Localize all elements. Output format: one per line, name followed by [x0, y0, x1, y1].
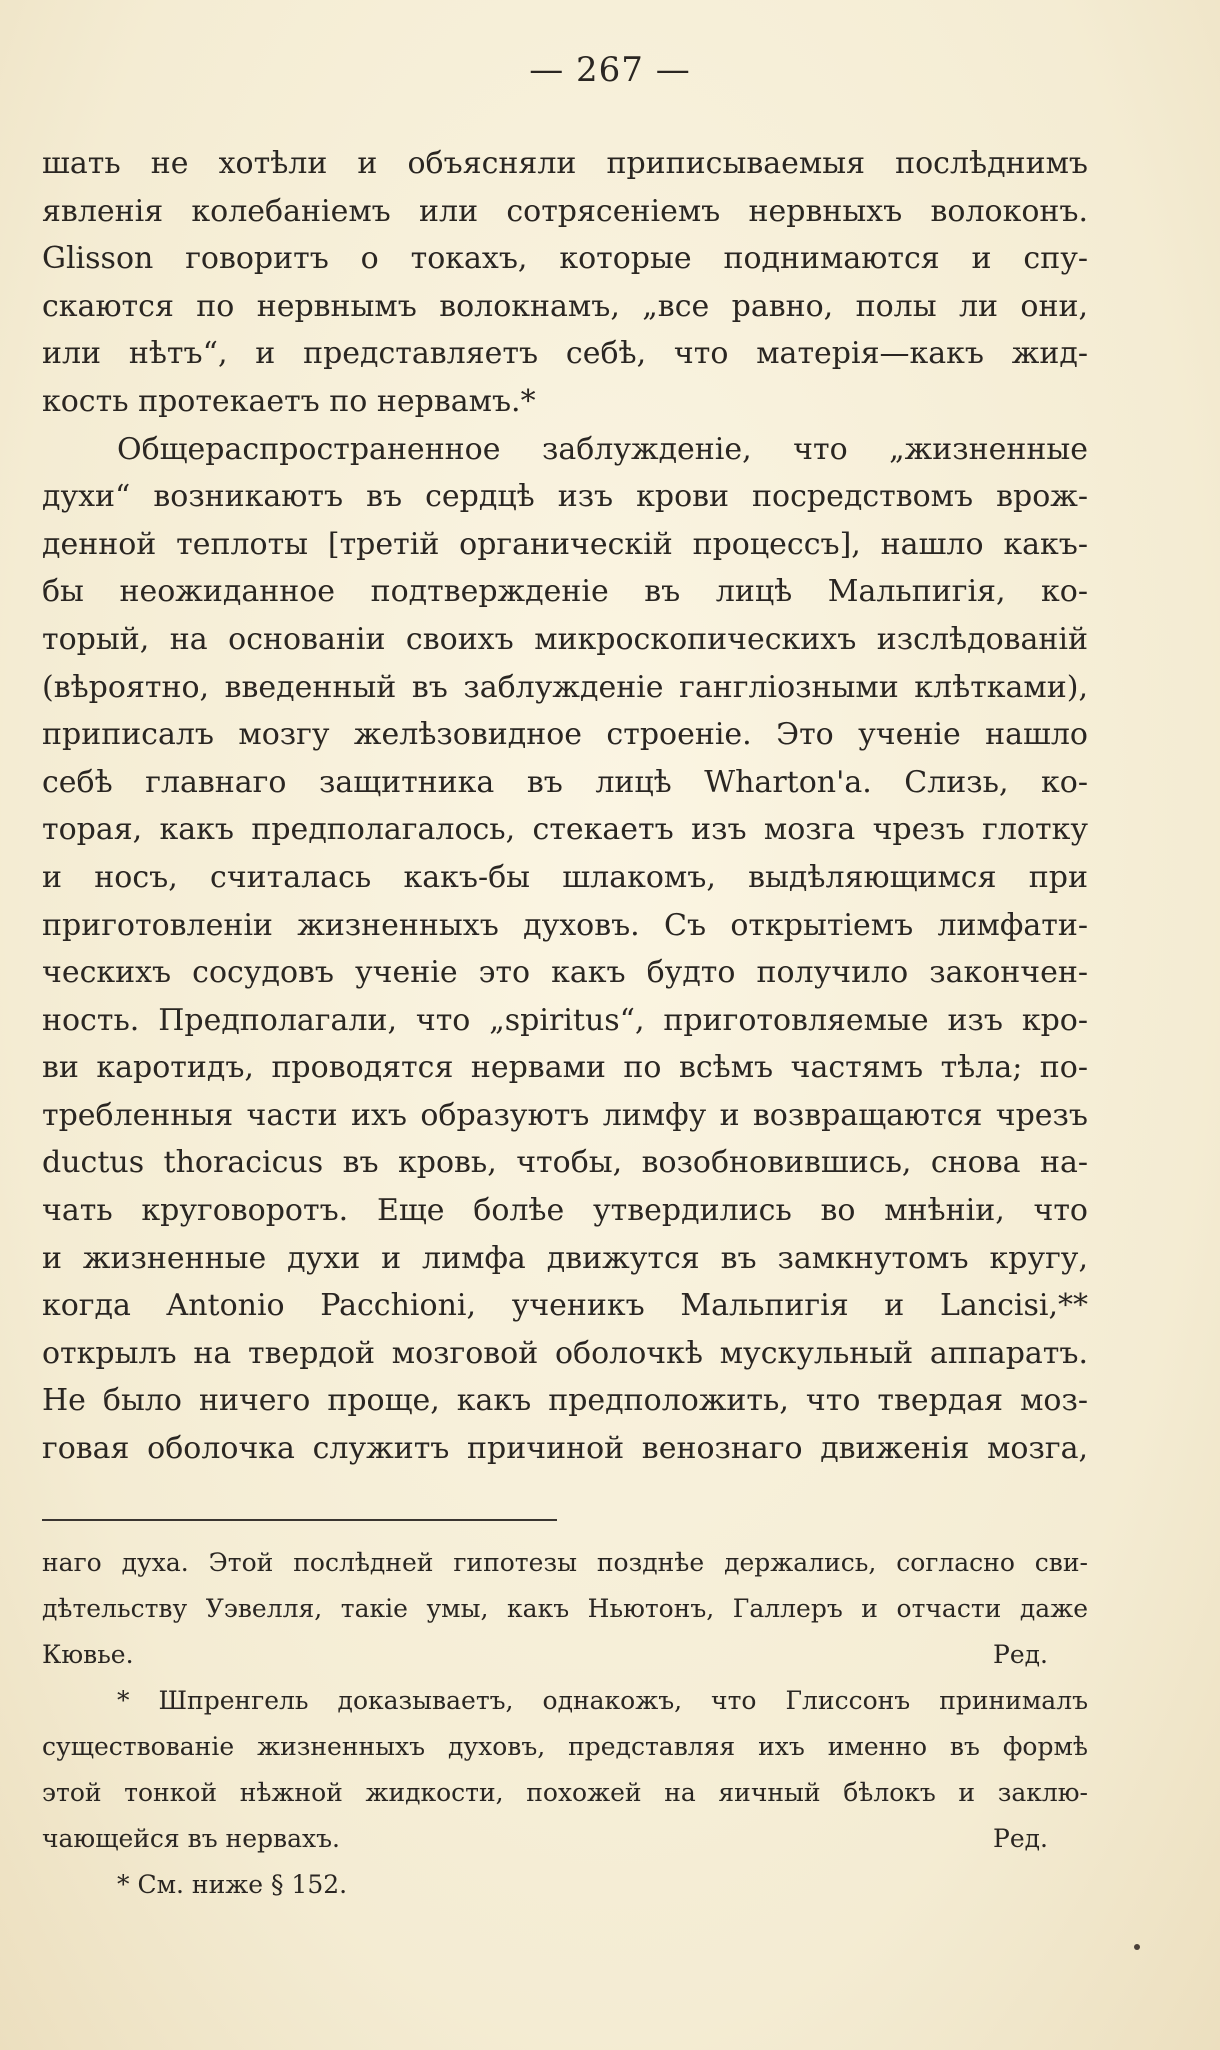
text-line: торая, какъ предполагалось, стекаетъ изъ мозга чрезъ глотку — [42, 812, 1088, 848]
footnote-text: Кювье. — [42, 1640, 134, 1669]
page-number: — 267 — — [529, 50, 691, 90]
footnote-line: * Шпренгель доказываетъ, однакожъ, что Глиссонъ принималъ — [117, 1686, 1088, 1715]
footnote-divider — [42, 1519, 557, 1521]
text-line: шать не хотѣли и объясняли приписываемыя послѣднимъ — [42, 146, 1088, 181]
footnote-line — [42, 1632, 1088, 1678]
text-line: скаются по нервнымъ волокнамъ, „все равно, полы ли они, — [42, 288, 1088, 324]
text-line: приписалъ мозгу желѣзовидное строеніе. Это ученіе нашло — [42, 717, 1088, 753]
text-line: ческихъ сосудовъ ученіе это какъ будто получило закончен- — [42, 955, 1088, 991]
footnote-line — [42, 1816, 1088, 1862]
text-line: требленныя части ихъ образуютъ лимфу и возвращаются чрезъ — [42, 1097, 1088, 1133]
text-line: бы неожиданное подтвержденіе въ лицѣ Мальпигія, ко- — [42, 574, 1088, 610]
text-line: открылъ на твердой мозговой оболочкѣ мускульный аппаратъ. — [42, 1335, 1088, 1371]
text-line: Не было ничего проще, какъ предположить, что твердая моз- — [42, 1383, 1088, 1419]
text-line: и жизненные духи и лимфа движутся въ замкнутомъ кругу, — [42, 1240, 1088, 1276]
text-line: и носъ, считалась какъ-бы шлакомъ, выдѣляющимся при — [42, 859, 1088, 895]
text-line: или нѣтъ“, и представляетъ себѣ, что матерія—какъ жид- — [42, 336, 1088, 372]
text-line: чать круговоротъ. Еще болѣе утвердились во мнѣніи, что — [42, 1193, 1088, 1229]
text-line: явленія колебаніемъ или сотрясеніемъ нервныхъ волоконъ. — [42, 193, 1088, 229]
text-line: ность. Предполагали, что „spiritus“, приготовляемые изъ кро- — [42, 1002, 1088, 1038]
footnote-line: этой тонкой нѣжной жидкости, похожей на яичный бѣлокъ и заклю- — [42, 1778, 1088, 1807]
main-text-block — [42, 140, 1088, 1473]
text-line: ви каротидъ, проводятся нервами по всѣмъ частямъ тѣла; по- — [42, 1050, 1088, 1086]
editor-mark: Ред. — [993, 1824, 1048, 1853]
text-line: говая оболочка служитъ причиной венознаго движенія мозга, — [42, 1431, 1088, 1467]
text-line: духи“ возникаютъ въ сердцѣ изъ крови посредствомъ врож- — [42, 479, 1088, 515]
text-line: кость протекаетъ по нервамъ.* — [42, 383, 536, 419]
text-line: денной теплоты [третій органическій процессъ], нашло какъ- — [42, 526, 1088, 562]
text-line: торый, на основаніи своихъ микроскопическихъ изслѣдованій — [42, 621, 1088, 657]
text-line: приготовленіи жизненныхъ духовъ. Съ открытіемъ лимфати- — [42, 907, 1088, 943]
footnote-line: * См. ниже § 152. — [117, 1870, 348, 1899]
text-line: когда Antonio Pacchioni, ученикъ Мальпигія и Lancisi,** — [42, 1288, 1088, 1324]
footnote-line: наго духа. Этой послѣдней гипотезы позднѣе держались, согласно сви- — [42, 1548, 1088, 1577]
text-line: ductus thoracicus въ кровь, чтобы, возобновившись, снова на- — [42, 1145, 1088, 1181]
text-line: Glisson говоритъ о токахъ, которые поднимаются и спу- — [42, 241, 1088, 277]
footnote-text: чающейся въ нервахъ. — [42, 1824, 340, 1853]
text-line: себѣ главнаго защитника въ лицѣ Wharton'а. Слизь, ко- — [42, 764, 1088, 800]
text-line: Общераспространенное заблужденіе, что „жизненные — [117, 431, 1088, 467]
editor-mark: Ред. — [993, 1640, 1048, 1669]
footnote-line: существованіе жизненныхъ духовъ, представляя ихъ именно въ формѣ — [42, 1732, 1088, 1761]
footnote-line: дѣтельству Уэвелля, такіе умы, какъ Ньютонъ, Галлеръ и отчасти даже — [42, 1594, 1088, 1623]
ink-speck — [1134, 1944, 1140, 1950]
text-line: (вѣроятно, введенный въ заблужденіе гангліозными клѣтками), — [42, 669, 1088, 705]
footnotes-block — [42, 1540, 1088, 1908]
